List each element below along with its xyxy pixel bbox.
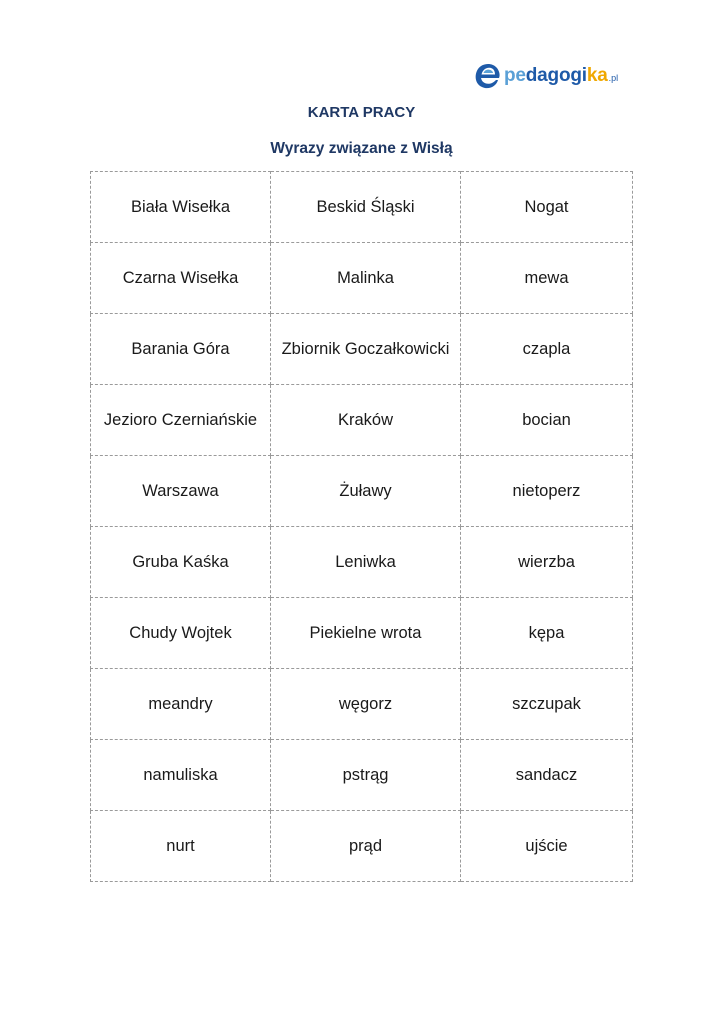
table-row	[91, 385, 633, 456]
word-card-text: Biała Wisełka	[130, 197, 231, 216]
table-row	[91, 811, 633, 882]
word-card-text: Jezioro Czerniańskie	[103, 410, 258, 429]
word-card	[461, 456, 633, 527]
word-card	[271, 527, 461, 598]
word-card	[271, 598, 461, 669]
word-card-text: Barania Góra	[131, 339, 230, 358]
word-card-text: Czarna Wisełka	[122, 268, 239, 287]
word-card	[461, 811, 633, 882]
word-card	[461, 598, 633, 669]
word-card	[271, 243, 461, 314]
word-card-text: pstrąg	[342, 765, 389, 784]
table-row	[91, 669, 633, 740]
word-card-text: czapla	[522, 339, 571, 358]
table-row	[91, 598, 633, 669]
word-card	[271, 172, 461, 243]
word-cards-table	[90, 171, 633, 882]
table-row	[91, 172, 633, 243]
word-card-text: meandry	[148, 694, 213, 713]
word-card-text: Leniwka	[335, 552, 396, 571]
word-card	[91, 172, 271, 243]
word-card-text: węgorz	[338, 694, 393, 713]
word-card	[461, 669, 633, 740]
table-row	[91, 243, 633, 314]
word-card	[271, 314, 461, 385]
word-card	[91, 385, 271, 456]
word-card-text: sandacz	[515, 765, 578, 784]
word-card	[461, 172, 633, 243]
word-card-text: Malinka	[337, 268, 394, 287]
table-row	[91, 314, 633, 385]
word-card	[91, 527, 271, 598]
page-title: KARTA PRACY	[307, 104, 416, 121]
word-card	[461, 740, 633, 811]
table-row	[91, 527, 633, 598]
word-card-text: nietoperz	[512, 481, 581, 500]
word-card-text: ujście	[525, 836, 568, 855]
logo-wordmark-part-2: dagogi	[525, 65, 587, 86]
word-card	[271, 740, 461, 811]
word-card-text: kępa	[528, 623, 565, 642]
word-card-text: Żuławy	[339, 481, 392, 500]
word-card	[271, 811, 461, 882]
word-card-text: prąd	[348, 836, 383, 855]
word-card	[91, 669, 271, 740]
e-letter-logo-icon	[472, 60, 504, 92]
word-card	[91, 740, 271, 811]
word-card-text: namuliska	[143, 765, 218, 784]
word-card-text: Kraków	[337, 410, 394, 429]
word-card-text: Chudy Wojtek	[129, 623, 232, 642]
word-card-text: nurt	[166, 836, 195, 855]
logo-wordmark-part-1: pe	[504, 65, 526, 86]
word-card	[91, 314, 271, 385]
word-card	[461, 243, 633, 314]
word-card	[461, 527, 633, 598]
word-card-text: bocian	[522, 410, 571, 429]
word-card-text: Beskid Śląski	[316, 197, 415, 216]
word-card	[91, 811, 271, 882]
word-card	[461, 385, 633, 456]
word-card	[461, 314, 633, 385]
word-card	[91, 598, 271, 669]
word-card-text: mewa	[524, 268, 569, 287]
word-card-text: Zbiornik Goczałkowicki	[281, 339, 450, 358]
logo-wordmark	[504, 66, 608, 86]
table-row	[91, 740, 633, 811]
page-subtitle: Wyrazy związane z Wisłą	[270, 140, 453, 157]
word-card-text: Gruba Kaśka	[132, 552, 229, 571]
word-cards-body	[91, 172, 633, 882]
word-card	[271, 385, 461, 456]
word-card	[91, 456, 271, 527]
logo-tld: .pl	[608, 73, 619, 83]
epedagogika-logo	[472, 58, 618, 92]
word-card-text: wierzba	[518, 552, 575, 571]
logo-wordmark-part-3: ka	[586, 65, 608, 86]
word-card	[271, 669, 461, 740]
word-card	[91, 243, 271, 314]
word-card-text: Warszawa	[142, 481, 219, 500]
word-card	[271, 456, 461, 527]
table-row	[91, 456, 633, 527]
word-card-text: Piekielne wrota	[309, 623, 422, 642]
word-card-text: szczupak	[512, 694, 581, 713]
word-card-text: Nogat	[524, 197, 569, 216]
